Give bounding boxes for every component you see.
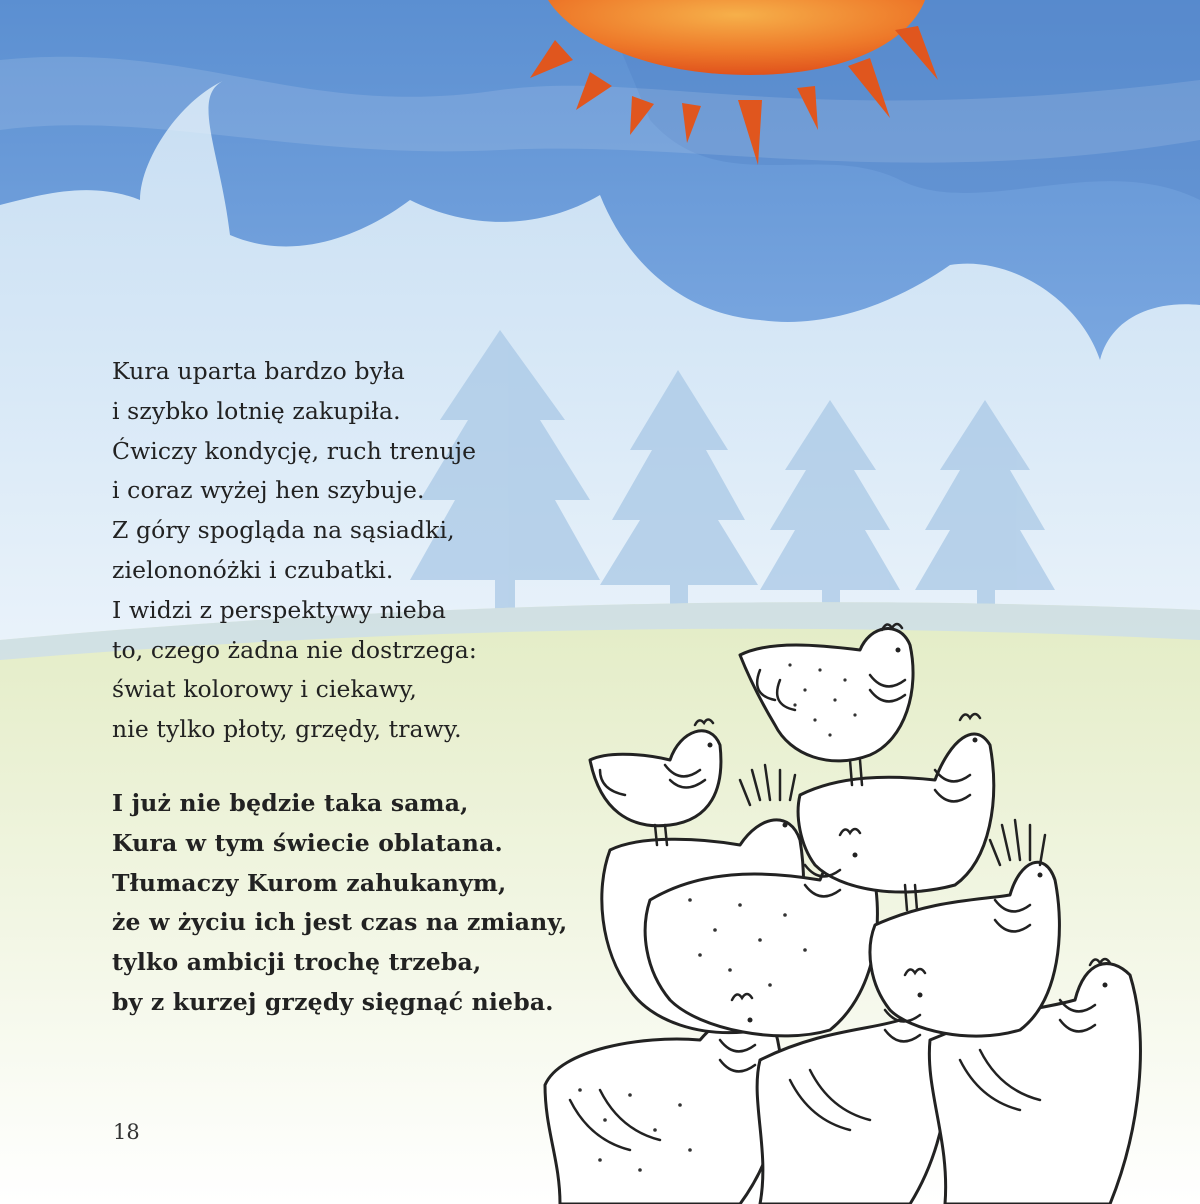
poem-line: nie tylko płoty, grzędy, trawy.	[112, 715, 462, 744]
poem-line-bold: I już nie będzie taka sama,	[112, 789, 469, 817]
stanza-2	[112, 784, 567, 1023]
poem-line: Z góry spogląda na sąsiadki,	[112, 516, 455, 545]
poem-line-bold: by z kurzej grzędy sięgnąć nieba.	[112, 987, 554, 1016]
poem-line-bold: Tłumaczy Kurom zahukanym,	[112, 868, 507, 897]
poem-line: i coraz wyżej hen szybuje.	[112, 476, 425, 505]
poem-line: Kura uparta bardzo była	[112, 357, 405, 385]
poem-line: zielononóżki i czubatki.	[112, 555, 394, 584]
page-number: 18	[113, 1120, 140, 1144]
poem-line: i szybko lotnię zakupiła.	[112, 396, 401, 425]
poem-line: Ćwiczy kondycję, ruch trenuje	[112, 436, 477, 465]
stanza-1	[112, 352, 477, 750]
poem-line-bold: Kura w tym świecie oblatana.	[112, 828, 503, 857]
poem-line: świat kolorowy i ciekawy,	[112, 675, 417, 704]
poem-line-bold: że w życiu ich jest czas na zmiany,	[112, 908, 568, 937]
poem-line-bold: tylko ambicji trochę trzeba,	[112, 948, 482, 977]
poem-line: to, czego żadna nie dostrzega:	[112, 635, 477, 664]
poem-line: I widzi z perspektywy nieba	[112, 595, 446, 624]
